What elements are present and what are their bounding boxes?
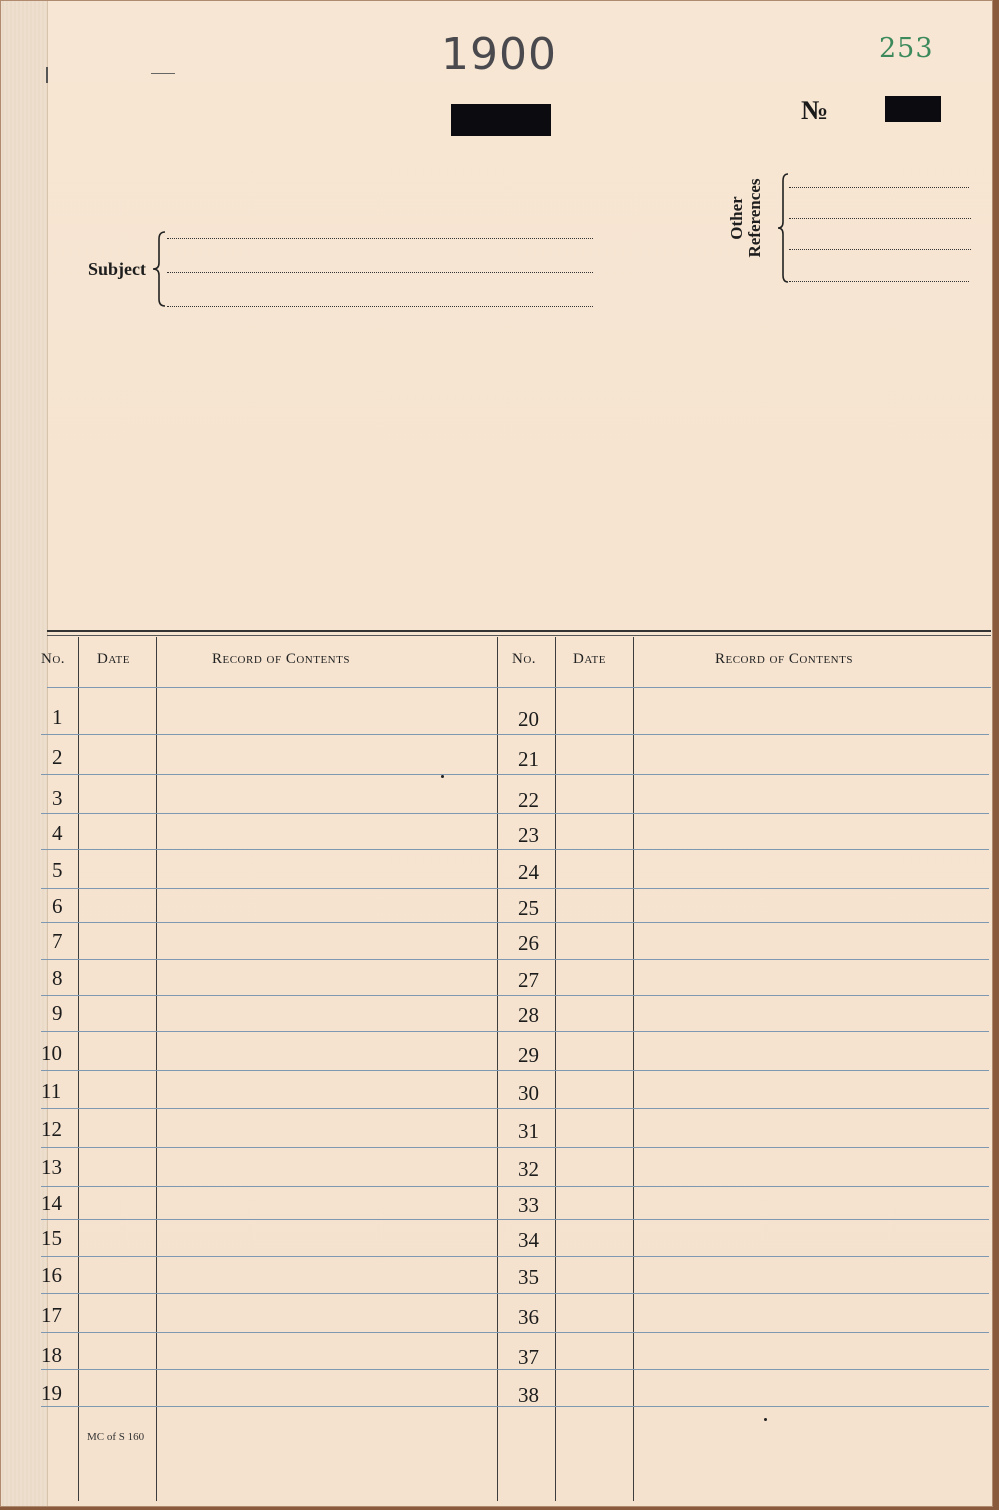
stray-mark: [151, 73, 175, 74]
row-rule-line: [41, 774, 989, 775]
row-number-right: 31: [518, 1119, 539, 1143]
row-rule-line: [41, 1406, 989, 1407]
stray-mark: [46, 67, 48, 83]
subject-line-2[interactable]: [167, 272, 593, 273]
other-references-line-4[interactable]: [789, 281, 969, 282]
row-rule-line: [41, 1031, 989, 1032]
row-rule-line: [41, 1147, 989, 1148]
redacted-block-file-number: [885, 96, 941, 122]
row-number-right: 28: [518, 1003, 539, 1027]
row-rule-line: [41, 1369, 989, 1370]
row-number-right: 23: [518, 823, 539, 847]
row-rule-line: [41, 1332, 989, 1333]
year-heading: 1900: [441, 29, 557, 80]
row-rule-line: [41, 734, 989, 735]
row-number-right: 34: [518, 1228, 539, 1252]
row-number-left: 14: [41, 1191, 62, 1215]
header-left-no: No.: [41, 651, 66, 667]
row-number-left: 7: [52, 929, 63, 953]
subject-line-3[interactable]: [167, 306, 593, 307]
redacted-block-file-code: [451, 104, 551, 136]
row-rule-line: [41, 1108, 989, 1109]
row-number-left: 18: [41, 1343, 62, 1367]
subject-label: Subject: [88, 259, 146, 279]
other-references-line-2[interactable]: [789, 218, 971, 219]
row-rule-line: [41, 922, 989, 923]
number-label: №: [801, 95, 829, 125]
column-divider-left-date: [156, 637, 157, 1501]
row-number-right: 20: [518, 707, 539, 731]
paper-speck: [764, 1418, 767, 1421]
row-number-right: 22: [518, 788, 539, 812]
other-references-line-3[interactable]: [789, 249, 971, 250]
header-underline: [47, 687, 991, 688]
row-number-left: 17: [41, 1303, 62, 1327]
row-number-right: 38: [518, 1383, 539, 1407]
row-number-left: 2: [52, 745, 63, 769]
row-number-right: 37: [518, 1345, 539, 1369]
row-number-left: 3: [52, 786, 63, 810]
subject-line-1[interactable]: [167, 238, 593, 239]
row-number-right: 36: [518, 1305, 539, 1329]
serial-number-stamp: 253: [879, 33, 934, 64]
other-references-line-1[interactable]: [789, 187, 969, 188]
other-references-label: [728, 163, 764, 273]
table-top-rule: [47, 630, 991, 632]
header-left-record: Record of Contents: [212, 651, 350, 667]
column-divider-right-date: [633, 637, 634, 1501]
row-number-left: 12: [41, 1117, 62, 1141]
header-left-date: Date: [97, 651, 130, 667]
row-number-right: 27: [518, 968, 539, 992]
row-number-left: 15: [41, 1226, 62, 1250]
row-number-left: 9: [52, 1001, 63, 1025]
header-right-record: Record of Contents: [715, 651, 853, 667]
column-divider-right-no: [555, 637, 556, 1501]
subject-brace: [151, 231, 167, 307]
row-number-left: 19: [41, 1381, 62, 1405]
row-number-left: 16: [41, 1263, 62, 1287]
row-number-right: 26: [518, 931, 539, 955]
row-rule-line: [41, 1070, 989, 1071]
row-number-right: 32: [518, 1157, 539, 1181]
row-number-right: 33: [518, 1193, 539, 1217]
row-number-left: 6: [52, 894, 63, 918]
table-top-thin-rule: [47, 635, 991, 636]
row-number-right: 35: [518, 1265, 539, 1289]
row-number-left: 5: [52, 858, 63, 882]
row-number-right: 30: [518, 1081, 539, 1105]
row-rule-line: [41, 959, 989, 960]
row-number-right: 29: [518, 1043, 539, 1067]
other-references-label-line2: References: [745, 178, 764, 258]
row-number-left: 11: [41, 1079, 62, 1103]
other-references-label-line1: Other: [727, 196, 746, 240]
header-right-date: Date: [573, 651, 606, 667]
row-number-left: 13: [41, 1155, 62, 1179]
row-number-right: 21: [518, 747, 539, 771]
column-divider-left-no: [78, 637, 79, 1501]
row-rule-line: [41, 1293, 989, 1294]
row-number-left: 8: [52, 966, 63, 990]
row-number-right: 24: [518, 860, 539, 884]
header-right-no: No.: [512, 651, 537, 667]
row-rule-line: [41, 813, 989, 814]
row-rule-line: [41, 995, 989, 996]
row-rule-line: [41, 849, 989, 850]
column-divider-center: [497, 637, 498, 1501]
row-number-right: 25: [518, 896, 539, 920]
form-code-label: MC of S 160: [87, 1431, 145, 1443]
other-references-brace: [776, 173, 790, 283]
row-rule-line: [41, 888, 989, 889]
row-number-left: 4: [52, 821, 63, 845]
row-rule-line: [41, 1186, 989, 1187]
row-rule-line: [41, 1219, 989, 1220]
paper-speck: [441, 775, 444, 778]
row-number-left: 1: [52, 705, 63, 729]
row-rule-line: [41, 1256, 989, 1257]
row-number-left: 10: [41, 1041, 62, 1065]
